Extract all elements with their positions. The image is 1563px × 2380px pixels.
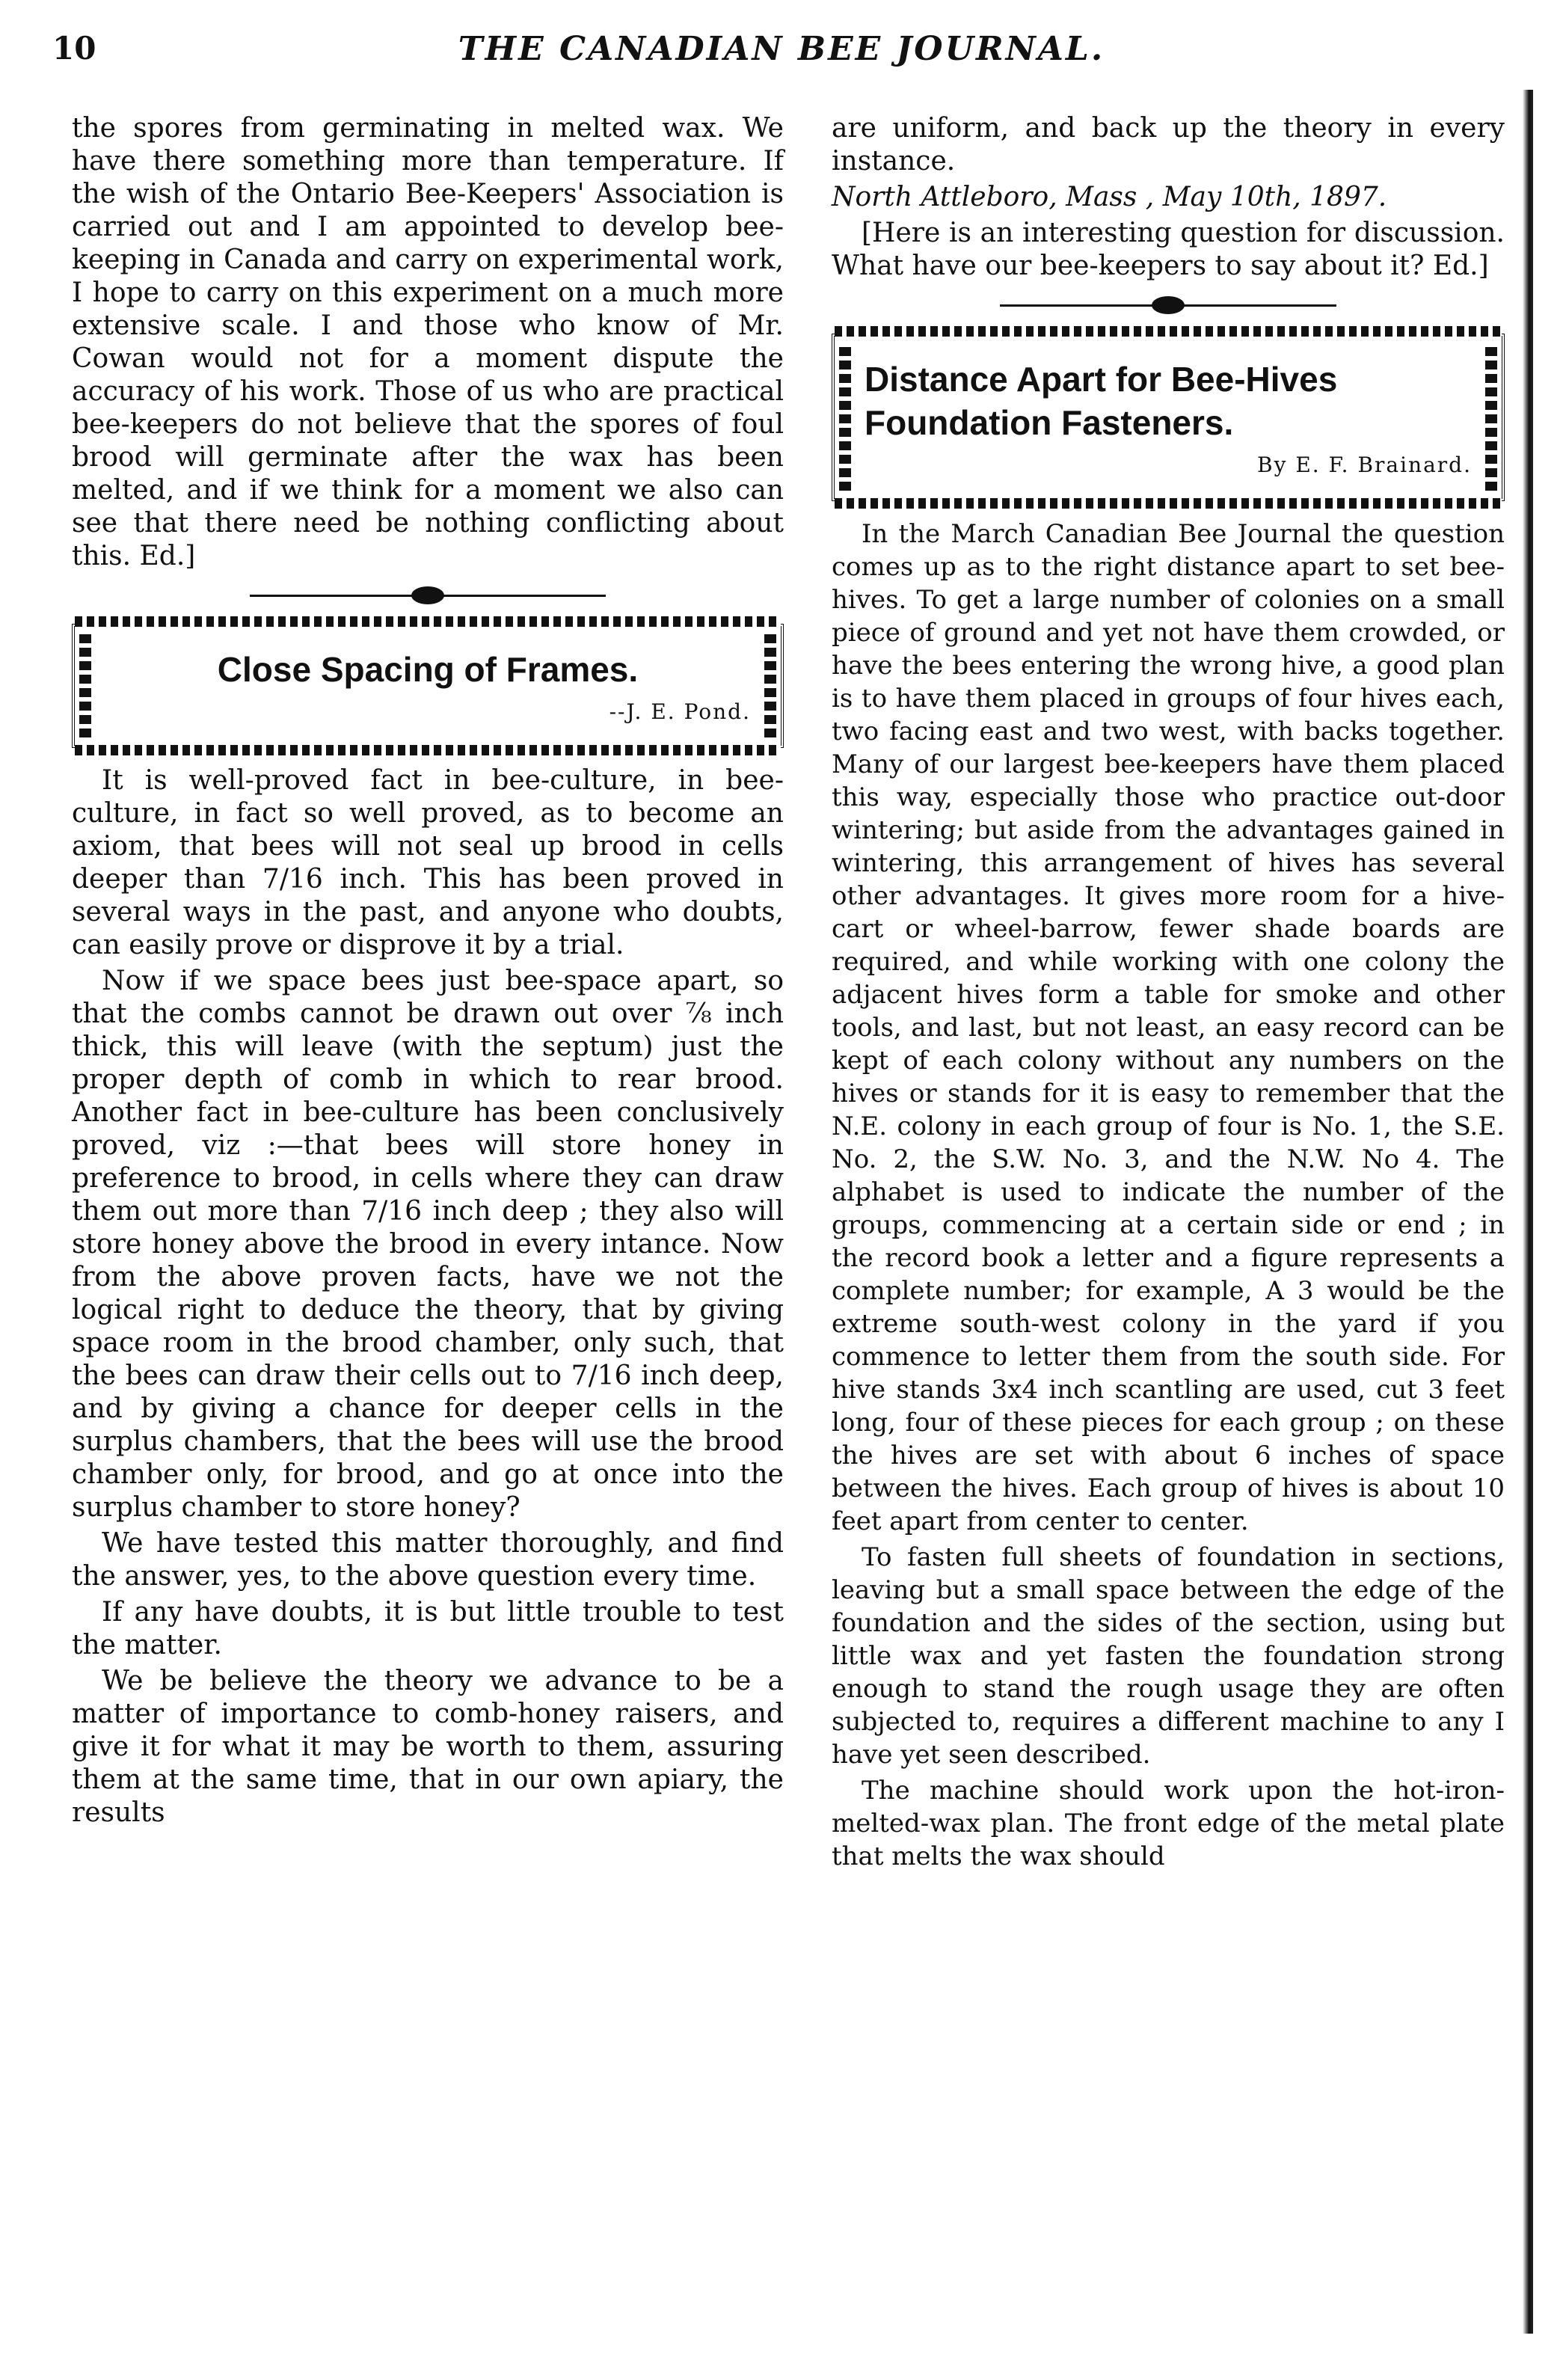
article-title: Close Spacing of Frames. — [217, 650, 639, 689]
ornament-side-right — [764, 634, 776, 737]
left-column — [72, 112, 784, 1832]
article-title-line1: Distance Apart for Bee-Hives — [865, 360, 1338, 399]
page-edge-shadow — [1523, 90, 1533, 2334]
article-paragraph: The machine should work upon the hot-iron-melted-wax plan. The front edge of the metal plate that melts the wax should — [832, 1776, 1505, 1871]
ornament-band-bottom — [75, 745, 781, 755]
article-title-box — [72, 624, 784, 748]
ornamental-divider — [832, 290, 1505, 320]
ornament-band-top — [835, 326, 1502, 337]
divider-ornament — [1152, 296, 1185, 314]
continuation-text: are uniform, and back up the theory in every instance. — [832, 113, 1505, 177]
article-paragraph: If any have doubts, it is but little trouble to test the matter. — [72, 1597, 784, 1660]
dateline: North Attleboro, Mass , May 10th, 1897. — [832, 182, 1387, 212]
article-title-line2: Foundation Fasteners. — [865, 403, 1234, 442]
editor-note: [Here is an interesting question for discussion. What have our bee-keepers to say about it? Ed.] — [832, 218, 1505, 281]
journal-title: THE CANADIAN BEE JOURNAL. — [458, 30, 1105, 68]
ornament-side-left — [839, 344, 851, 491]
page-number: 10 — [52, 30, 96, 67]
article-paragraph: To fasten full sheets of foundation in sections, leaving but a small space between the edge of the foundation and the sides of the section, using but little wax and yet fasten the foundation strong enough to stand the rough usage they are often subjected to, requires a different machine to any I have yet seen described. — [832, 1542, 1505, 1770]
ornament-side-left — [79, 634, 91, 737]
article-paragraph: In the March Canadian Bee Journal the question comes up as to the right distance apart to set bee-hives. To get a large number of colonies on a small piece of ground and yet not have them crowded, or have the bees entering the wrong hive, a good plan is to have them placed in groups of four hives each, two facing east and two west, with backs together. Many of our largest bee-keepers have them placed this way, especially those who practice out-door wintering; but aside from the advantages gained in wintering, this arrangement of hives has several other advantages. It gives more room for a hive-cart or wheel-barrow, fewer shade boards are required, and while working with one colony the adjacent hives form a table for smoke and other tools, and last, but not least, an easy record can be kept of each colony without any numbers on the hives or stands for it is easy to remember that the N.E. colony in each group of four is No. 1, the S.E. No. 2, the S.W. No. 3, and the N.W. No 4. The alphabet is used to indicate the number of the groups, commencing at a certain side or end ; in the record book a letter and a figure represents a complete number; for example, A 3 would be the extreme south-west colony in the yard if you commence to letter them from the south side. For hive stands 3x4 inch scantling are used, cut 3 feet long, four of these pieces for each group ; on these the hives are set with about 6 inches of space between the hives. Each group of hives is about 10 feet apart from center to center. — [832, 519, 1505, 1536]
article-paragraph: We have tested this matter thoroughly, and find the answer, yes, to the above question every time. — [72, 1528, 784, 1592]
page-header — [52, 30, 1511, 75]
article-paragraph: Now if we space bees just bee-space apart, so that the combs cannot be drawn out over ⅞ inch thick, this will leave (with the septum) just the proper depth of comb in which to rear brood. Another fact in bee-culture has been conclusively proved, viz :—that bees will store honey in preference to brood, in cells where they can draw them out more than 7/16 inch deep ; they also will store honey above the brood in every intance. Now from the above proven facts, have we not the logical right to deduce the theory, that by giving space room in the brood chamber, only such, that the bees can draw their cells out to 7/16 inch deep, and by giving a chance for deeper cells in the surplus chambers, that the bees will use the brood chamber only, for brood, and go at once into the surplus chamber to store honey? — [72, 966, 784, 1523]
right-column — [832, 112, 1505, 1876]
article-paragraph: It is well-proved fact in bee-culture, in bee-culture, in fact so well proved, as to become an axiom, that bees will not seal up brood in cells deeper than 7/16 inch. This has been proved in several ways in the past, and anyone who doubts, can easily prove or disprove it by a trial. — [72, 765, 784, 960]
ornament-band-top — [75, 616, 781, 627]
article-paragraph: We be believe the theory we advance to be a matter of importance to comb-honey raisers, and give it for what it may be worth to them, assuring them at the same time, that in our own apiary, the results — [72, 1666, 784, 1828]
article-author: By E. F. Brainard. — [1257, 453, 1472, 477]
article-title-box — [832, 334, 1505, 501]
divider-ornament — [411, 586, 444, 604]
ornamental-divider — [72, 580, 784, 610]
article-author: --J. E. Pond. — [609, 699, 751, 724]
ornament-side-right — [1485, 344, 1497, 491]
intro-paragraph: the spores from germinating in melted wax. We have there something more than temperature. If the wish of the Ontario Bee-Keepers' Association is carried out and I am appointed to develop bee-keeping in Canada and carry on experimental work, I hope to carry on this experiment on a much more extensive scale. I and those who know of Mr. Cowan would not for a moment dispute the accuracy of his work. Those of us who are practical bee-keepers do not believe that the spores of foul brood will germinate after the wax has been melted, and if we think for a moment we also can see that there need be nothing conflicting about this. Ed.] — [72, 113, 784, 571]
ornament-band-bottom — [835, 498, 1502, 509]
